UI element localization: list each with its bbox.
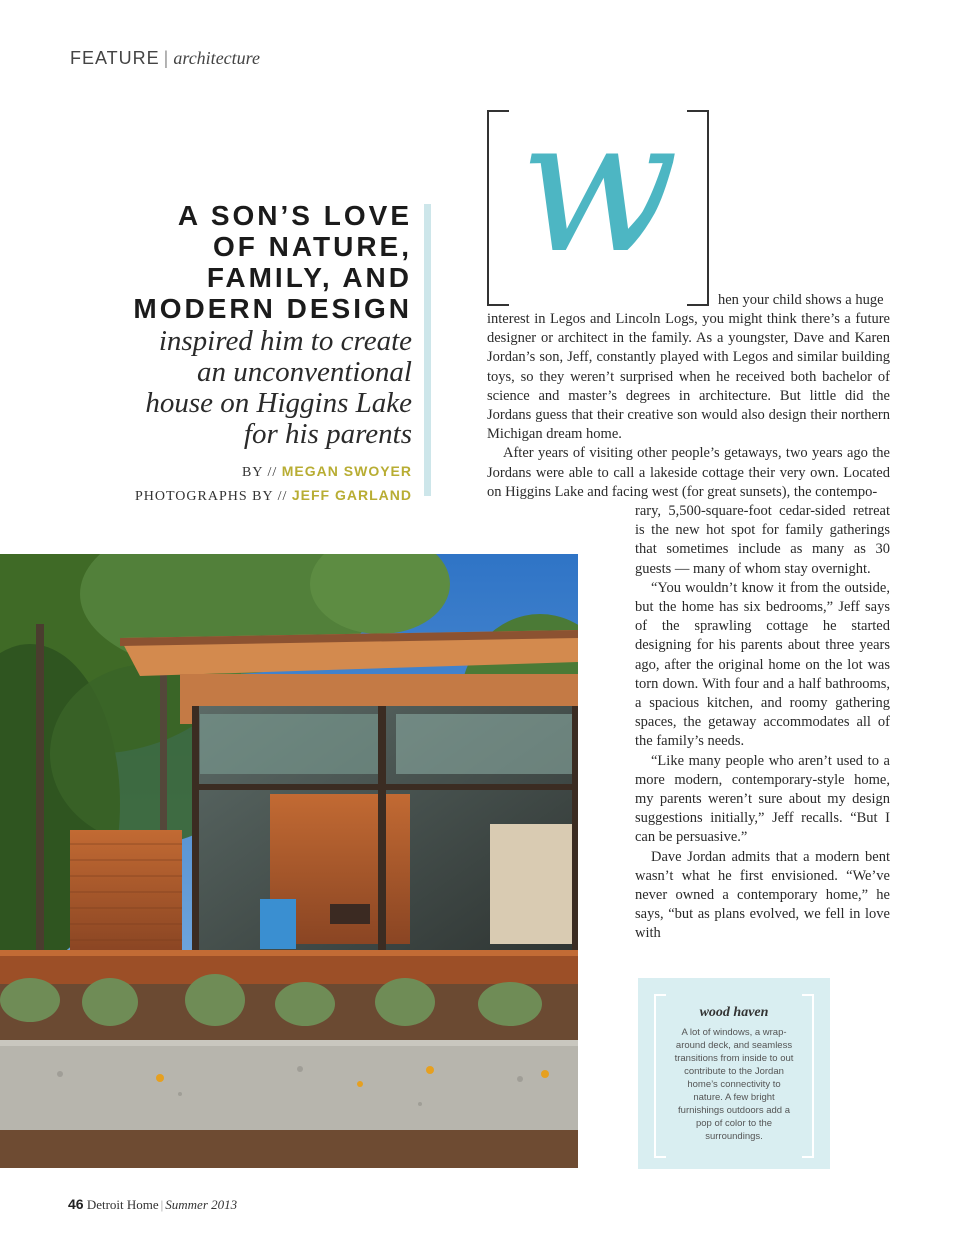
article-column-narrow: [635, 502, 890, 944]
section-label: [70, 48, 260, 69]
dropcap: [487, 77, 709, 304]
headline-line: MODERN DESIGN: [133, 293, 412, 324]
house-photo: [0, 554, 578, 1168]
deck-line: an unconventional: [196, 356, 412, 388]
page-folio: [68, 1196, 237, 1213]
sidebar-caption: A lot of windows, a wrap-around deck, and seamless transitions from inside to out contribute to the Jordan home’s connectivity to nature. A few bright furnishings outdoors add a pop of color to the surroundings.: [674, 1027, 794, 1142]
headline: [100, 200, 412, 324]
photographer-label: PHOTOGRAPHS BY //: [135, 489, 288, 504]
headline-line: FAMILY, AND: [206, 262, 412, 293]
photographer-credit: [100, 484, 412, 508]
article-paragraph: rary, 5,500-square-foot cedar-sided retreat is the new hot spot for family gatherings that sometimes include as many as 30 guests — many of whom stay overnight.: [635, 503, 890, 577]
deck-line: house on Higgins Lake: [145, 387, 412, 419]
house-photo-illustration: [0, 554, 578, 1168]
sidebar-title: wood haven: [699, 1005, 769, 1020]
photographer-name: JEFF GARLAND: [291, 487, 412, 503]
article-paragraph: “You wouldn’t know it from the outside, but the home has six bedrooms,” Jeff says of the sprawling cottage he started designing for his parents about three years ago, after the original home on the lot was torn down. With four and a half bathrooms, a spacious kitchen, and roomy gathering spaces, the getaway accommodates all of the family’s needs.: [635, 579, 890, 750]
headline-line: A SON’S LOVE: [177, 200, 412, 231]
page-number: 46: [68, 1196, 84, 1212]
dropcap-right-bracket: [687, 110, 709, 306]
article-paragraph: “Like many people who aren’t used to a more modern, contemporary-style home, my parents weren’t sure about my design suggestions initially,” Jeff recalls. “But I can be persuasive.”: [635, 752, 890, 846]
author-credit: [100, 460, 412, 484]
title-accent-rule: [424, 204, 431, 496]
deck-line: inspired him to create: [158, 325, 412, 357]
headline-line: OF NATURE,: [212, 231, 412, 262]
article-column-top: [487, 310, 890, 502]
dropcap-letter: w: [519, 77, 679, 294]
issue-name: Summer 2013: [165, 1197, 238, 1212]
deck-line: for his parents: [243, 418, 412, 450]
section-name: FEATURE: [70, 48, 160, 68]
author-name: MEGAN SWOYER: [281, 463, 412, 479]
sidebar-box: [638, 978, 830, 1169]
section-subname: architecture: [173, 48, 260, 68]
title-block: [100, 200, 412, 508]
article-first-line: hen your child shows a huge: [718, 292, 884, 308]
magazine-name: Detroit Home: [86, 1197, 159, 1212]
article-paragraph: After years of visiting other people’s getaways, two years ago the Jordans were able to call a lakeside cottage their very own. Located on Higgins Lake and facing west (for great sunsets), the contempo-: [487, 445, 890, 500]
author-label: BY //: [242, 465, 278, 480]
dropcap-left-bracket: [487, 110, 509, 306]
folio-divider: |: [160, 1197, 164, 1212]
deck: [100, 326, 412, 450]
article-paragraph: Dave Jordan admits that a modern bent wasn’t what he first envisioned. “We’ve never owned a contemporary home,” he says, “but as plans evolved, we fell in love with: [635, 848, 890, 942]
section-divider: |: [163, 48, 170, 68]
byline: [100, 460, 412, 508]
article-paragraph: interest in Legos and Lincoln Logs, you might think there’s a future designer or architect in the family. As a youngster, Dave and Karen Jordan’s son, Jeff, constantly played with Legos and similar building toys, so they weren’t surprised when he received both bachelor of science and master’s degrees in architecture. But little did the Jordans guess that their creative son would also design their northern Michigan dream home.: [487, 311, 890, 443]
